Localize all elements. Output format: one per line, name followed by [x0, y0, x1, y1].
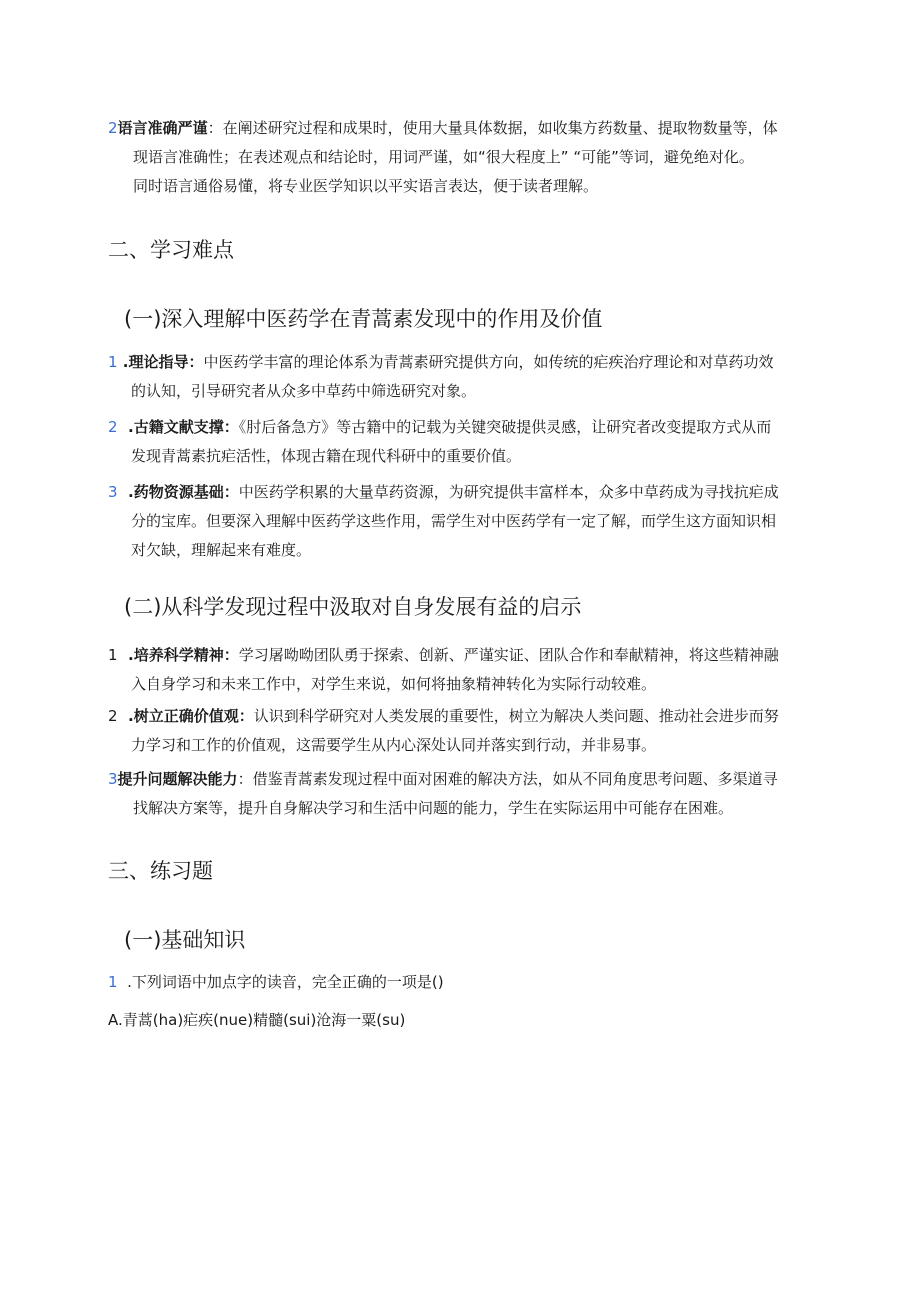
section-heading-learning-difficulties: 二、学习难点 — [108, 238, 234, 262]
intro-item — [108, 114, 808, 201]
list-item-text-line2: 的认知，引导研究者从众多中草药中筛选研究对象。 — [131, 382, 477, 400]
intro-item-number: 2 — [108, 119, 118, 137]
list-item-text: 《肘后备急方》等古籍中的记载为关键突破提供灵感，让研究者改变提取方式从而 — [238, 418, 772, 436]
intro-item-line3: 同时语言通俗易懂，将专业医学知识以平实语言表达，便于读者理解。 — [133, 177, 599, 195]
list-item — [108, 478, 779, 565]
list-item-number: 2 — [108, 418, 118, 436]
section-heading-exercises: 三、练习题 — [108, 859, 213, 883]
question-dot: . — [117, 973, 132, 991]
list-item-number: 3 — [108, 483, 118, 501]
intro-item-title: 语言准确严谨 — [117, 119, 208, 137]
list-item — [108, 641, 779, 699]
option-a: A.青蒿(ha)疟疾(nue)精髓(sui)沧海一粟(su) — [108, 1011, 406, 1029]
intro-item-line2: 现语言准确性；在表述观点和结论时，用词严谨，如“很大程度上” “可能”等词，避免绝对化。 — [133, 148, 754, 166]
list-item-text-line2: 发现青蒿素抗疟活性，体现古籍在现代科研中的重要价值。 — [131, 447, 522, 465]
subsection-heading-basic-knowledge: (一)基础知识 — [124, 928, 246, 952]
list-item-title: 提升问题解决能力 — [117, 770, 238, 788]
list-item-dot: . — [117, 418, 134, 436]
question-item — [108, 968, 444, 997]
list-item-title: 药物资源基础： — [133, 483, 239, 501]
list-item-title: 古籍文献支撑： — [133, 418, 239, 436]
list-item — [108, 348, 774, 406]
list-item-number: 2 — [108, 707, 118, 725]
question-number: 1 — [108, 973, 118, 991]
list-item-text-line2: 分的宝库。但要深入理解中医药学这些作用，需学生对中医药学有一定了解，而学生这方面知识相 — [131, 512, 777, 530]
list-item — [108, 413, 771, 471]
list-item-title: 培养科学精神： — [133, 646, 239, 664]
list-item — [108, 765, 778, 823]
list-item-dot: . — [117, 707, 134, 725]
list-item-text-line2: 入自身学习和未来工作中，对学生来说，如何将抽象精神转化为实际行动较难。 — [131, 675, 657, 693]
intro-item-line1 — [108, 114, 808, 143]
list-item-text: 中医药学丰富的理论体系为青蒿素研究提供方向，如传统的疟疾治疗理论和对草药功效 — [203, 353, 774, 371]
list-item-title: 树立正确价值观： — [133, 707, 254, 725]
subsection-heading-inspiration: (二)从科学发现过程中汲取对自身发展有益的启示 — [124, 595, 582, 619]
list-item-text: 中医药学积累的大量草药资源，为研究提供丰富样本，众多中草药成为寻找抗疟成 — [238, 483, 779, 501]
list-item-text-line2: 力学习和工作的价值观，这需要学生从内心深处认同并落实到行动，并非易事。 — [131, 736, 657, 754]
list-item-dot: . — [117, 646, 134, 664]
list-item — [108, 702, 779, 760]
list-item-text: 认识到科学研究对人类发展的重要性，树立为解决人类问题、推动社会进步而努 — [253, 707, 779, 725]
list-item-number: 3 — [108, 770, 118, 788]
list-item-number: 1 — [108, 353, 118, 371]
list-item-text-line3: 对欠缺，理解起来有难度。 — [131, 541, 312, 559]
list-item-text-line2: 找解决方案等，提升自身解决学习和生活中问题的能力，学生在实际运用中可能存在困难。 — [133, 799, 734, 817]
intro-item-text: ：在阐述研究过程和成果时，使用大量具体数据，如收集方药数量、提取物数量等，体 — [207, 119, 778, 137]
list-item-dot: . — [117, 353, 129, 371]
list-item-text: 学习屠呦呦团队勇于探索、创新、严谨实证、团队合作和奉献精神，将这些精神融 — [238, 646, 779, 664]
list-item-number: 1 — [108, 646, 118, 664]
list-item-title: 理论指导： — [128, 353, 204, 371]
list-item-dot: . — [117, 483, 134, 501]
subsection-heading-tcm-role: (一)深入理解中医药学在青蒿素发现中的作用及价值 — [124, 307, 603, 331]
list-item-text: ：借鉴青蒿素发现过程中面对困难的解决方法，如从不同角度思考问题、多渠道寻 — [237, 770, 778, 788]
question-text: 下列词语中加点字的读音，完全正确的一项是() — [131, 973, 444, 991]
